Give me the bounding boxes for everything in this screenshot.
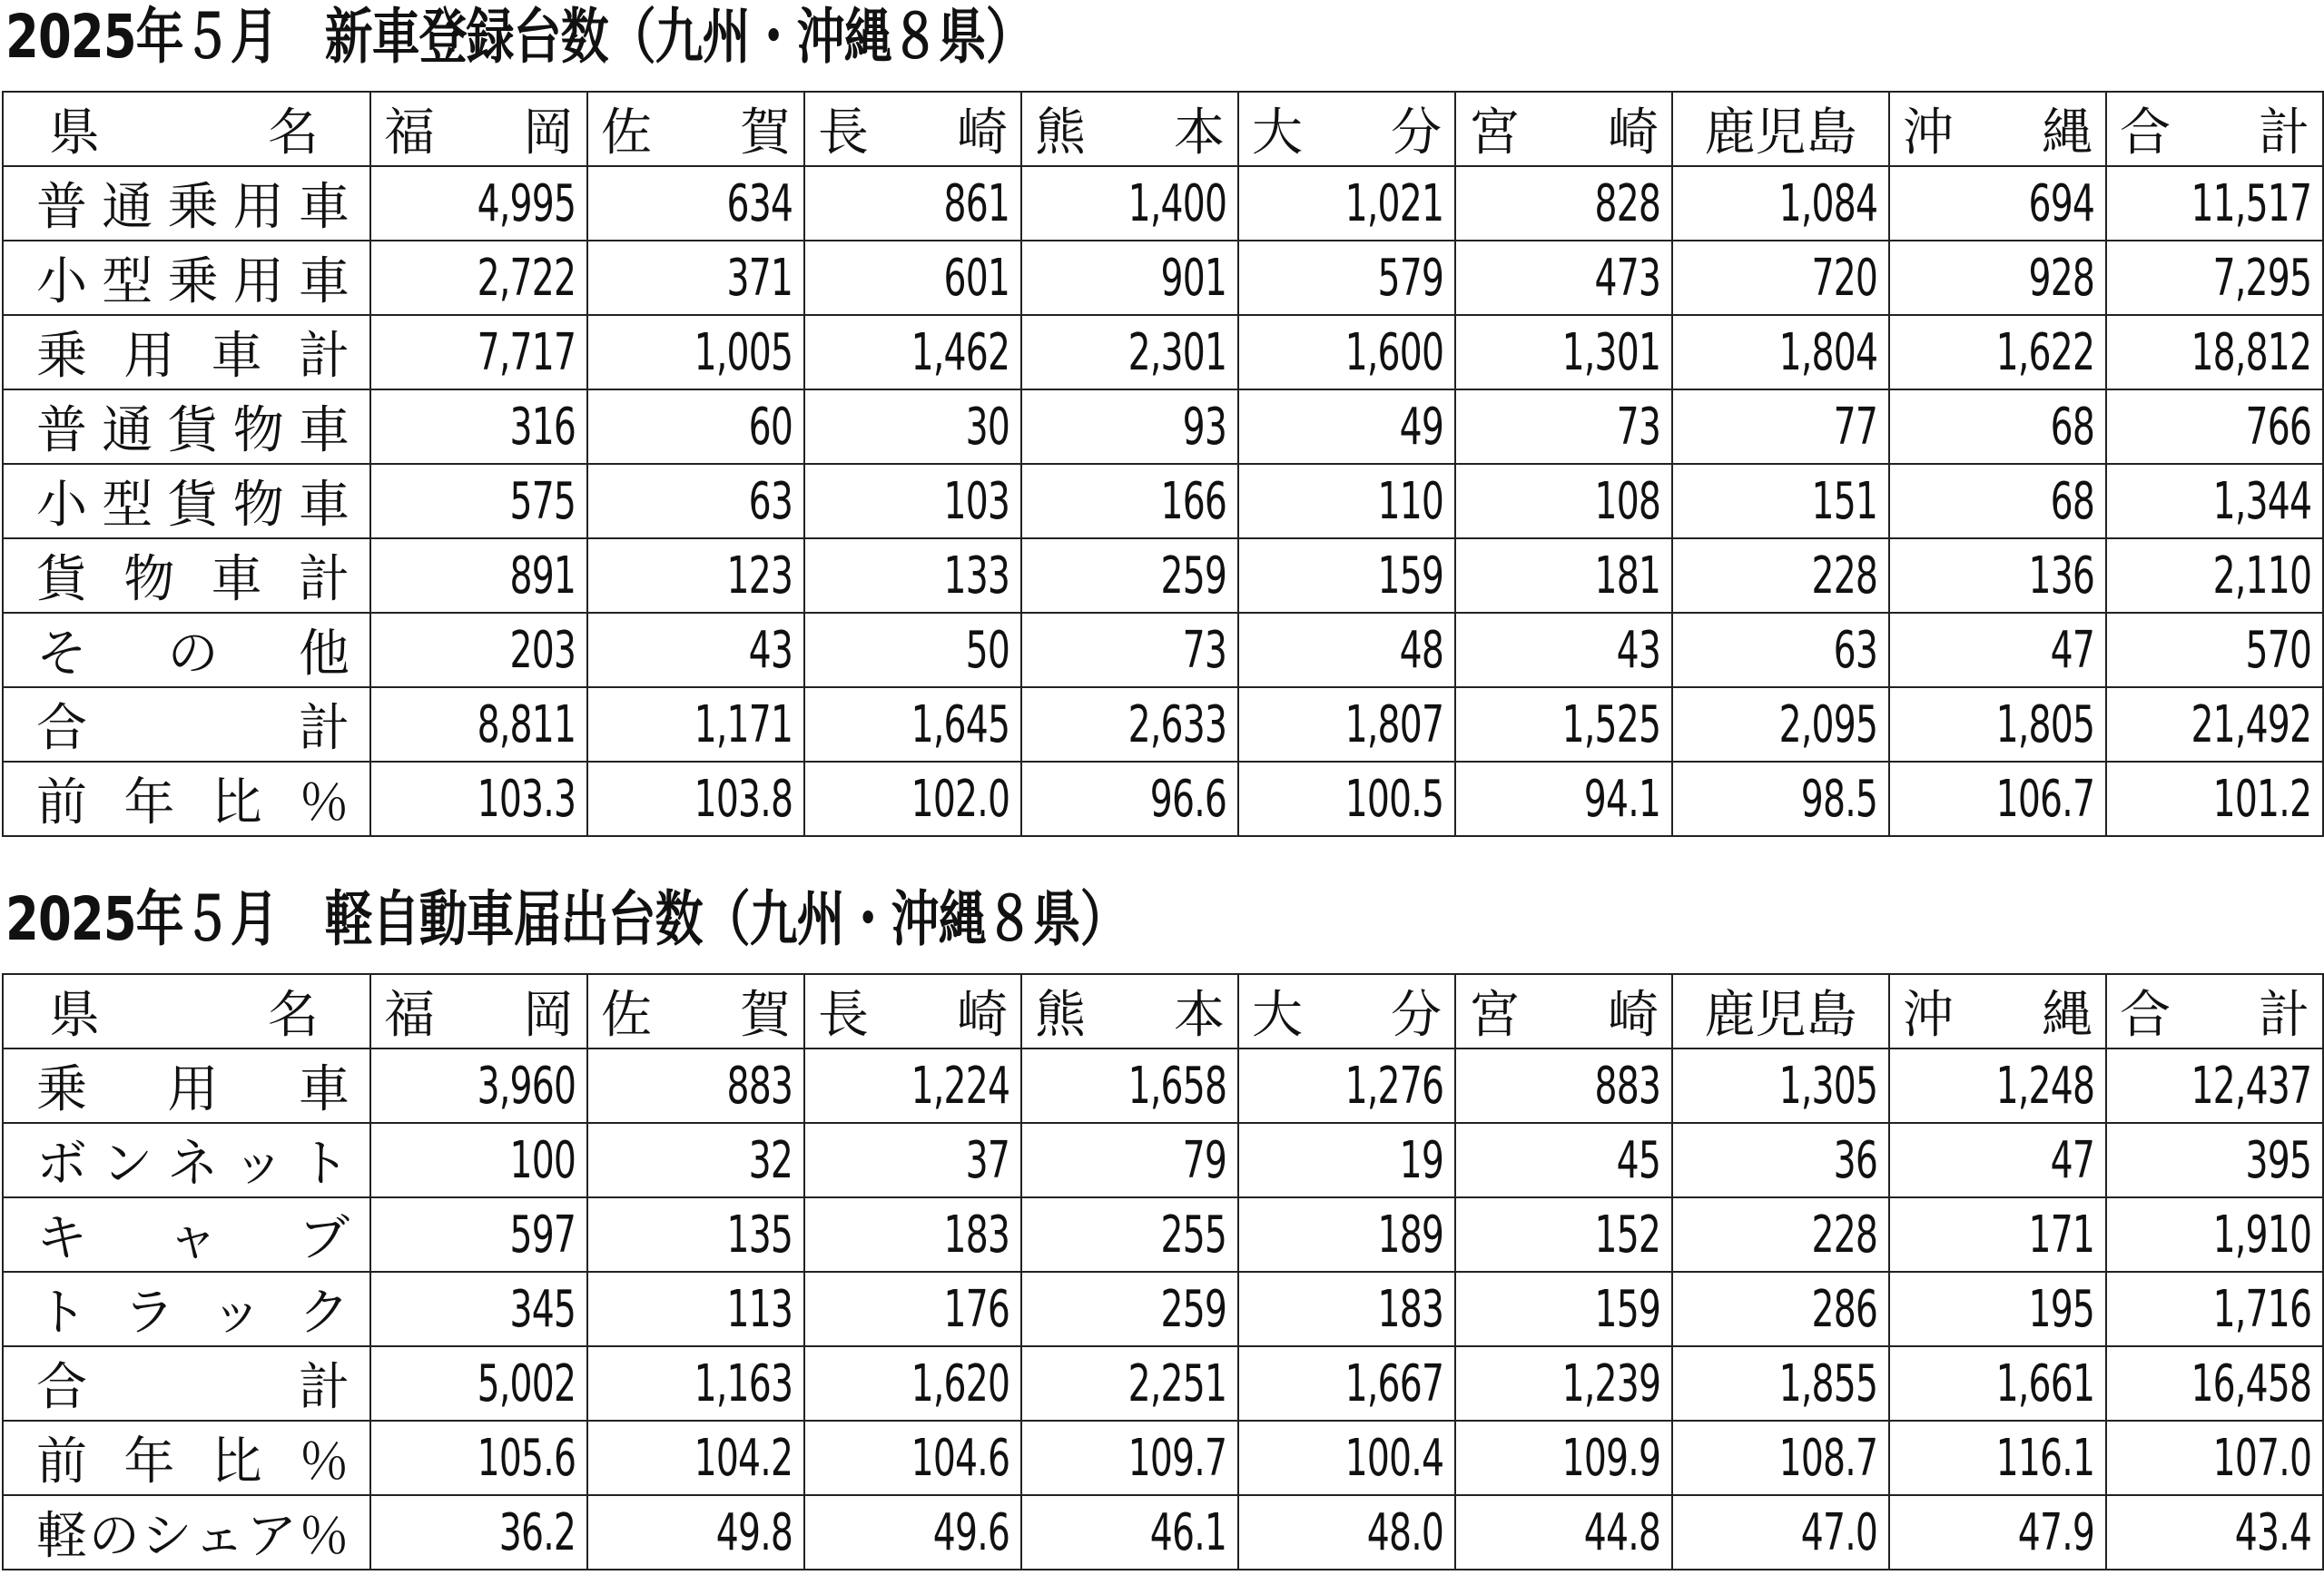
table-row <box>3 538 2323 613</box>
row-label: そ の 他 <box>3 613 370 687</box>
table-cell: 183 <box>804 1197 1021 1272</box>
column-header: 福 岡 <box>370 92 587 166</box>
row-label: 前 年 比 ％ <box>3 1421 370 1495</box>
column-header: 合 計 <box>2106 92 2323 166</box>
table-cell: 100.4 <box>1238 1421 1455 1495</box>
table-cell: 108 <box>1455 464 1672 538</box>
row-label: 合 計 <box>3 1346 370 1421</box>
column-header: 県 名 <box>3 92 370 166</box>
row-label: 貨 物 車 計 <box>3 538 370 613</box>
table-row <box>3 464 2323 538</box>
table-cell: 1,021 <box>1238 166 1455 241</box>
table-cell: 883 <box>587 1048 804 1123</box>
table-cell: 5,002 <box>370 1346 587 1421</box>
table-row <box>3 1123 2323 1197</box>
table-cell: 8,811 <box>370 687 587 762</box>
table-cell: 109.9 <box>1455 1421 1672 1495</box>
table-cell: 1,661 <box>1889 1346 2106 1421</box>
table-cell: 1,807 <box>1238 687 1455 762</box>
table-cell: 766 <box>2106 389 2323 464</box>
row-label: 軽 の シ ェ ア ％ <box>3 1495 370 1570</box>
table-cell: 50 <box>804 613 1021 687</box>
table-cell: 100.5 <box>1238 762 1455 836</box>
table-cell: 133 <box>804 538 1021 613</box>
row-label: 小 型 乗 用 車 <box>3 241 370 315</box>
table-row <box>3 1421 2323 1495</box>
table-row <box>3 1272 2323 1346</box>
table-cell: 1,658 <box>1021 1048 1238 1123</box>
table-cell: 93 <box>1021 389 1238 464</box>
table-cell: 720 <box>1672 241 1889 315</box>
table-cell: 60 <box>587 389 804 464</box>
table-cell: 11,517 <box>2106 166 2323 241</box>
table-cell: 104.2 <box>587 1421 804 1495</box>
table-row <box>3 315 2323 389</box>
table-cell: 1,667 <box>1238 1346 1455 1421</box>
table-cell: 861 <box>804 166 1021 241</box>
kei-car-registration-table <box>2 973 2324 1570</box>
table-row <box>3 1346 2323 1421</box>
table-cell: 98.5 <box>1672 762 1889 836</box>
column-header: 佐 賀 <box>587 974 804 1048</box>
table-cell: 18,812 <box>2106 315 2323 389</box>
row-label: ト ラ ッ ク <box>3 1272 370 1346</box>
column-header: 大 分 <box>1238 974 1455 1048</box>
table-cell: 1,163 <box>587 1346 804 1421</box>
table-cell: 49 <box>1238 389 1455 464</box>
table-row <box>3 241 2323 315</box>
table-cell: 2,251 <box>1021 1346 1238 1421</box>
table-cell: 108.7 <box>1672 1421 1889 1495</box>
table-row <box>3 613 2323 687</box>
row-label: 乗 用 車 計 <box>3 315 370 389</box>
table-cell: 1,276 <box>1238 1048 1455 1123</box>
column-header: 沖 縄 <box>1889 92 2106 166</box>
table-cell: 37 <box>804 1123 1021 1197</box>
column-header: 宮 崎 <box>1455 92 1672 166</box>
table-cell: 1,248 <box>1889 1048 2106 1123</box>
table-cell: 1,344 <box>2106 464 2323 538</box>
column-header: 佐 賀 <box>587 92 804 166</box>
table-cell: 228 <box>1672 538 1889 613</box>
table-cell: 2,095 <box>1672 687 1889 762</box>
row-label: 小 型 貨 物 車 <box>3 464 370 538</box>
table-cell: 21,492 <box>2106 687 2323 762</box>
column-header: 鹿 児 島 <box>1672 92 1889 166</box>
table-cell: 1,305 <box>1672 1048 1889 1123</box>
table-cell: 113 <box>587 1272 804 1346</box>
table-cell: 597 <box>370 1197 587 1272</box>
table-cell: 63 <box>587 464 804 538</box>
table-cell: 286 <box>1672 1272 1889 1346</box>
table-cell: 110 <box>1238 464 1455 538</box>
table-cell: 189 <box>1238 1197 1455 1272</box>
table-cell: 3,960 <box>370 1048 587 1123</box>
table-cell: 103 <box>804 464 1021 538</box>
column-header: 長 崎 <box>804 92 1021 166</box>
table-cell: 44.8 <box>1455 1495 1672 1570</box>
table-cell: 259 <box>1021 538 1238 613</box>
table-cell: 183 <box>1238 1272 1455 1346</box>
table-cell: 1,622 <box>1889 315 2106 389</box>
table-cell: 136 <box>1889 538 2106 613</box>
table-cell: 176 <box>804 1272 1021 1346</box>
table-cell: 12,437 <box>2106 1048 2323 1123</box>
table-cell: 828 <box>1455 166 1672 241</box>
table-cell: 16,458 <box>2106 1346 2323 1421</box>
table-cell: 1,084 <box>1672 166 1889 241</box>
table-cell: 152 <box>1455 1197 1672 1272</box>
column-header: 長 崎 <box>804 974 1021 1048</box>
table-cell: 104.6 <box>804 1421 1021 1495</box>
table-cell: 371 <box>587 241 804 315</box>
table-cell: 43.4 <box>2106 1495 2323 1570</box>
row-label: 普 通 貨 物 車 <box>3 389 370 464</box>
table-row <box>3 1197 2323 1272</box>
column-header: 沖 縄 <box>1889 974 2106 1048</box>
table-cell: 103.3 <box>370 762 587 836</box>
table-cell: 106.7 <box>1889 762 2106 836</box>
table-cell: 473 <box>1455 241 1672 315</box>
table-cell: 77 <box>1672 389 1889 464</box>
table-cell: 68 <box>1889 464 2106 538</box>
table-cell: 107.0 <box>2106 1421 2323 1495</box>
column-header: 鹿 児 島 <box>1672 974 1889 1048</box>
table-cell: 100 <box>370 1123 587 1197</box>
new-car-registration-table <box>2 91 2324 837</box>
table-cell: 255 <box>1021 1197 1238 1272</box>
header-row <box>3 92 2323 166</box>
table-cell: 1,239 <box>1455 1346 1672 1421</box>
table-cell: 79 <box>1021 1123 1238 1197</box>
table-cell: 45 <box>1455 1123 1672 1197</box>
table-cell: 103.8 <box>587 762 804 836</box>
table-cell: 135 <box>587 1197 804 1272</box>
table-cell: 36.2 <box>370 1495 587 1570</box>
title-kei-car-registrations: 2025年５月 軽自動車届出台数（九州・沖縄８県） <box>5 884 1128 954</box>
table-cell: 123 <box>587 538 804 613</box>
table-cell: 228 <box>1672 1197 1889 1272</box>
table-cell: 101.2 <box>2106 762 2323 836</box>
table-row <box>3 762 2323 836</box>
table-cell: 316 <box>370 389 587 464</box>
table-cell: 116.1 <box>1889 1421 2106 1495</box>
table-cell: 1,171 <box>587 687 804 762</box>
row-label: キ ャ ブ <box>3 1197 370 1272</box>
table-cell: 601 <box>804 241 1021 315</box>
table-cell: 1,462 <box>804 315 1021 389</box>
table-cell: 49.6 <box>804 1495 1021 1570</box>
table-cell: 73 <box>1021 613 1238 687</box>
row-label: 合 計 <box>3 687 370 762</box>
table-cell: 2,301 <box>1021 315 1238 389</box>
column-header: 宮 崎 <box>1455 974 1672 1048</box>
table-cell: 102.0 <box>804 762 1021 836</box>
table-cell: 68 <box>1889 389 2106 464</box>
table-cell: 1,804 <box>1672 315 1889 389</box>
column-header: 福 岡 <box>370 974 587 1048</box>
table-cell: 49.8 <box>587 1495 804 1570</box>
table-cell: 1,525 <box>1455 687 1672 762</box>
table-cell: 181 <box>1455 538 1672 613</box>
table-cell: 891 <box>370 538 587 613</box>
table-cell: 63 <box>1672 613 1889 687</box>
row-label: 乗 用 車 <box>3 1048 370 1123</box>
table-cell: 47.9 <box>1889 1495 2106 1570</box>
table-cell: 395 <box>2106 1123 2323 1197</box>
table-cell: 96.6 <box>1021 762 1238 836</box>
column-header: 合 計 <box>2106 974 2323 1048</box>
table-cell: 203 <box>370 613 587 687</box>
table-cell: 7,717 <box>370 315 587 389</box>
table-cell: 570 <box>2106 613 2323 687</box>
table-cell: 1,645 <box>804 687 1021 762</box>
table-cell: 259 <box>1021 1272 1238 1346</box>
table-cell: 32 <box>587 1123 804 1197</box>
table-cell: 1,910 <box>2106 1197 2323 1272</box>
table-cell: 634 <box>587 166 804 241</box>
table-cell: 345 <box>370 1272 587 1346</box>
table-cell: 1,855 <box>1672 1346 1889 1421</box>
table-cell: 166 <box>1021 464 1238 538</box>
header-row <box>3 974 2323 1048</box>
table-cell: 94.1 <box>1455 762 1672 836</box>
table-cell: 575 <box>370 464 587 538</box>
table-cell: 2,633 <box>1021 687 1238 762</box>
table-cell: 47.0 <box>1672 1495 1889 1570</box>
table-cell: 579 <box>1238 241 1455 315</box>
table-row <box>3 1495 2323 1570</box>
table-row <box>3 166 2323 241</box>
table-cell: 694 <box>1889 166 2106 241</box>
table-cell: 883 <box>1455 1048 1672 1123</box>
table-cell: 73 <box>1455 389 1672 464</box>
table-cell: 48 <box>1238 613 1455 687</box>
table-cell: 171 <box>1889 1197 2106 1272</box>
table-cell: 1,716 <box>2106 1272 2323 1346</box>
table-cell: 1,805 <box>1889 687 2106 762</box>
table-cell: 105.6 <box>370 1421 587 1495</box>
table-cell: 1,301 <box>1455 315 1672 389</box>
column-header: 大 分 <box>1238 92 1455 166</box>
table-cell: 30 <box>804 389 1021 464</box>
row-label: 前 年 比 ％ <box>3 762 370 836</box>
table-cell: 7,295 <box>2106 241 2323 315</box>
column-header: 熊 本 <box>1021 92 1238 166</box>
table-row <box>3 1048 2323 1123</box>
table-row <box>3 389 2323 464</box>
table-row <box>3 687 2323 762</box>
table-cell: 195 <box>1889 1272 2106 1346</box>
column-header: 熊 本 <box>1021 974 1238 1048</box>
table-cell: 1,005 <box>587 315 804 389</box>
column-header: 県 名 <box>3 974 370 1048</box>
title-new-car-registrations: 2025年５月 新車登録台数（九州・沖縄８県） <box>5 2 1033 72</box>
table-cell: 159 <box>1238 538 1455 613</box>
table-cell: 1,600 <box>1238 315 1455 389</box>
table-cell: 2,110 <box>2106 538 2323 613</box>
table-cell: 901 <box>1021 241 1238 315</box>
table-cell: 48.0 <box>1238 1495 1455 1570</box>
table-cell: 46.1 <box>1021 1495 1238 1570</box>
table-cell: 928 <box>1889 241 2106 315</box>
table-cell: 4,995 <box>370 166 587 241</box>
table-cell: 159 <box>1455 1272 1672 1346</box>
table-cell: 36 <box>1672 1123 1889 1197</box>
table-cell: 151 <box>1672 464 1889 538</box>
table-cell: 43 <box>587 613 804 687</box>
table-cell: 47 <box>1889 1123 2106 1197</box>
table-cell: 1,620 <box>804 1346 1021 1421</box>
table-cell: 1,224 <box>804 1048 1021 1123</box>
table-cell: 43 <box>1455 613 1672 687</box>
table-cell: 47 <box>1889 613 2106 687</box>
table-cell: 2,722 <box>370 241 587 315</box>
table-cell: 109.7 <box>1021 1421 1238 1495</box>
table-cell: 19 <box>1238 1123 1455 1197</box>
table-cell: 1,400 <box>1021 166 1238 241</box>
row-label: 普 通 乗 用 車 <box>3 166 370 241</box>
row-label: ボ ン ネ ッ ト <box>3 1123 370 1197</box>
